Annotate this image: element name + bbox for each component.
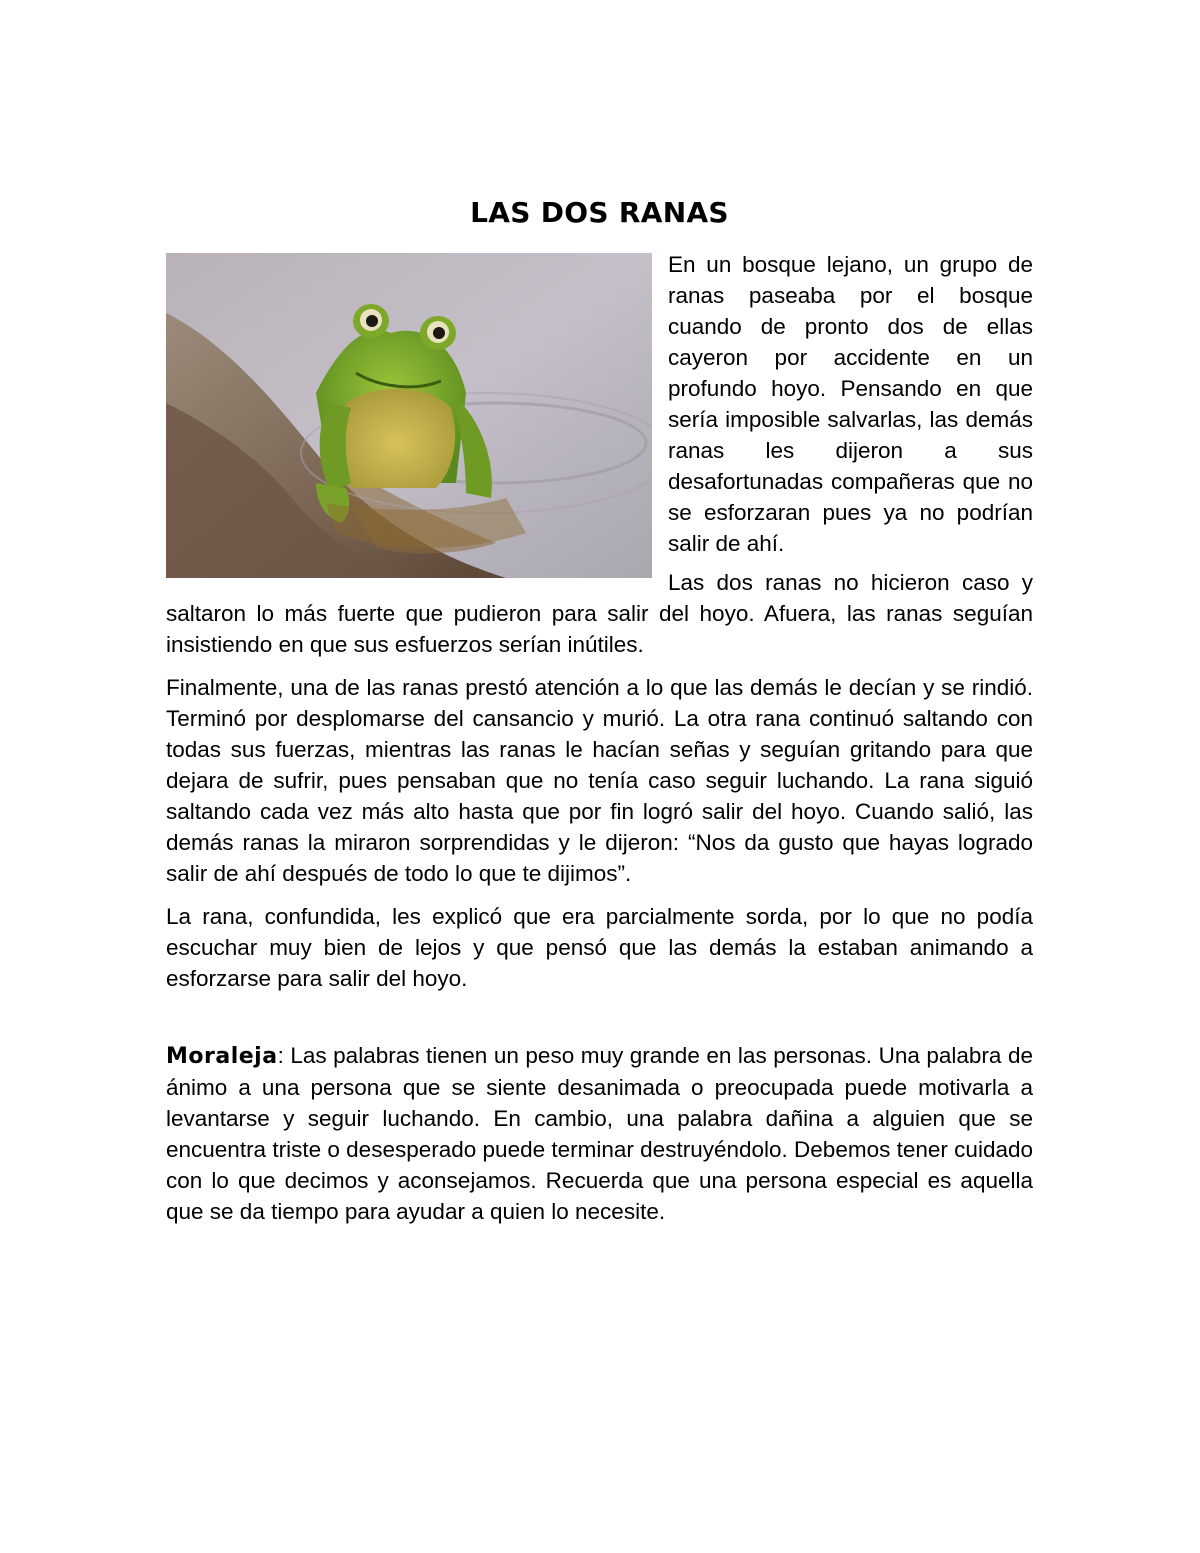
paragraph-3: Finalmente, una de las ranas prestó atención a lo que las demás le decían y se rindió. Terminó por desplomarse del cansancio y murió. La otra rana continuó saltando con todas sus fuerzas, mientras las ranas le hacían señas y seguían gritando para que dejara de sufrir, pues pensaban que no tenía caso seguir luchando. La rana siguió saltando cada vez más alto hasta que por fin logró salir del hoyo. Cuando salió, las demás ranas la miraron sorprendidas y le dijeron: “Nos da gusto que hayas logrado salir de ahí después de todo lo que te dijimos”. [166,675,1033,886]
document-page [166,196,1033,1239]
document-title: LAS DOS RANAS [470,196,729,229]
paragraph-1: En un bosque lejano, un grupo de ranas paseaba por el bosque cuando de pronto dos de ellas cayeron por accidente en un profundo hoyo. Pensando en que sería imposible salvarlas, las demás ranas les dijeron a sus desafortunadas compañeras que no se esforzaran pues ya no podrían salir de ahí. [668,252,1033,556]
paragraph-4: La rana, confundida, les explicó que era parcialmente sorda, por lo que no podía escuchar muy bien de lejos y que pensó que las demás la estaban animando a esforzarse para salir del hoyo. [166,904,1033,991]
moral-text: Las palabras tienen un peso muy grande en las personas. Una palabra de ánimo a una persona que se siente desanimada o preocupada puede motivarla a levantarse y seguir luchando. En cambio, una palabra dañina a alguien que se encuentra triste o desesperado puede terminar destruyéndolo. Debemos tener cuidado con lo que decimos y aconsejamos. Recuerda que una persona especial es aquella que se da tiempo para ayudar a quien lo necesite. [166,1043,1033,1224]
frog-photo-icon [166,253,652,578]
moral-label: Moraleja [166,1044,278,1069]
paragraph-2: Las dos ranas no hicieron caso y saltaron lo más fuerte que pudieron para salir del hoyo. Afuera, las ranas seguían insistiendo en que sus esfuerzos serían inútiles. [166,570,1033,657]
moral-paragraph [166,1040,1033,1227]
moral-separator: : [277,1043,284,1068]
